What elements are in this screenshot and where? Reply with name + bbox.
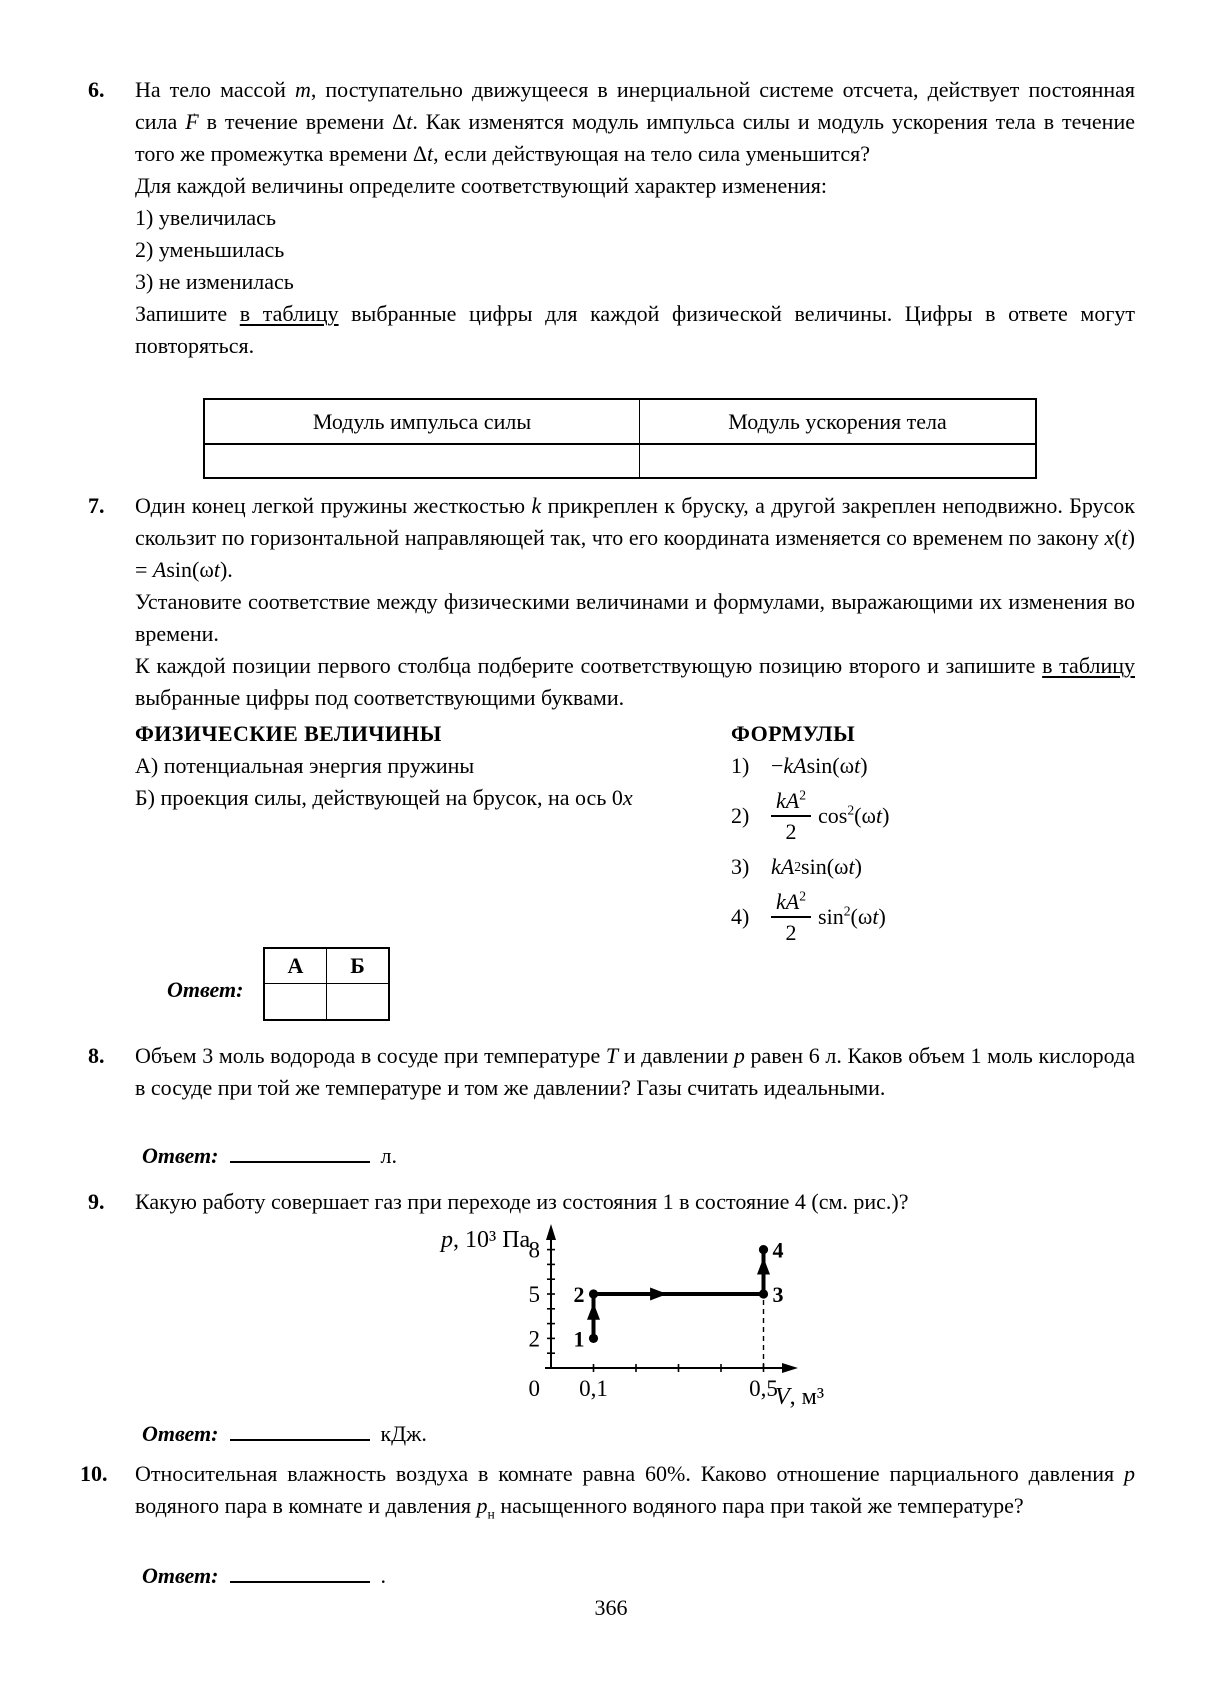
- p7-formula-3-expression: kA 2 sin(ω t ): [771, 853, 862, 879]
- problem-6-option-3: 3) не изменилась: [135, 269, 294, 294]
- p9-figure: [437, 1220, 867, 1429]
- p7-formula-1-number: 1): [731, 753, 750, 778]
- svg-text:0,5: 0,5: [749, 1376, 778, 1401]
- p7-quantities-title: ФИЗИЧЕСКИЕ ВЕЛИЧИНЫ: [135, 721, 442, 746]
- p10-answer-suffix: .: [380, 1563, 386, 1588]
- p9-answer-blank: [230, 1434, 370, 1441]
- problem-10-text: Относительная влажность воздуха в комнате равна 60%. Каково отношение парциального давления p водяного пара в комнате и давления $p_н$ насыщенного водяного пара при такой же температуре?: [135, 1461, 1135, 1522]
- svg-text:0: 0: [528, 1376, 540, 1401]
- p7-formula-3: [731, 851, 1091, 883]
- p7-answer-label: Ответ:: [167, 977, 244, 1002]
- page-number: 366: [594, 1595, 628, 1620]
- p7-answer-cell-b: [327, 984, 390, 1021]
- p7-formula-1-expression: − kA sin(ω t ): [771, 753, 868, 778]
- svg-text:8: 8: [528, 1237, 540, 1263]
- svg-text:5: 5: [528, 1282, 540, 1307]
- p7-formula-2-expression: $\frac{kA^2}{2}$ $\cos^2(\omega t)$: [771, 788, 889, 845]
- svg-text:p, 10³ Па: p, 10³ Па: [441, 1227, 531, 1253]
- p7-formulas-column: [731, 718, 1091, 951]
- pv-diagram: [437, 1220, 867, 1420]
- p6-answer-cell-acceleration: [640, 444, 1037, 478]
- problem-7-number: 7.: [88, 493, 105, 518]
- problem-9-number: 9.: [88, 1189, 105, 1214]
- problem-8-answer-line: [142, 1140, 397, 1172]
- p7-formula-4-expression: $\frac{kA^2}{2}$ $\sin^2(\omega t)$: [771, 889, 886, 946]
- problem-6-option-2: 2) уменьшилась: [135, 237, 285, 262]
- problem-6-option-1: 1) увеличилась: [135, 205, 276, 230]
- p7-quantities-column: [135, 718, 650, 814]
- problem-10-number: 10.: [80, 1461, 108, 1486]
- p7-quantity-b: Б) проекция силы, действующей на брусок, на ось 0x: [135, 785, 633, 810]
- p10-answer-label: Ответ:: [142, 1563, 219, 1588]
- svg-text:1: 1: [573, 1326, 585, 1352]
- p8-answer-unit: л.: [380, 1143, 397, 1168]
- svg-text:0,1: 0,1: [579, 1376, 608, 1401]
- problem-9-answer-line: [142, 1418, 427, 1450]
- p10-answer-blank: [230, 1576, 370, 1583]
- problem-7: [135, 490, 1135, 714]
- problem-6-answer-table: [203, 398, 1037, 479]
- problem-8-text: Объем 3 моль водорода в сосуде при температуре T и давлении p равен 6 л. Каков объем 1 моль кислорода в сосуде при той же температуре и том же давлении? Газы считать идеальными.: [135, 1043, 1135, 1100]
- p7-quantity-a: А) потенциальная энергия пружины: [135, 753, 475, 778]
- problem-10-answer-line: [142, 1560, 386, 1592]
- p8-answer-blank: [230, 1156, 370, 1163]
- p7-formula-1: [731, 750, 1091, 782]
- svg-text:2: 2: [573, 1282, 585, 1307]
- problem-6-instruction: Для каждой величины определите соответствующий характер изменения:: [135, 173, 828, 198]
- p7-answer-table: [263, 947, 390, 1021]
- p7-formula-2-number: 2): [731, 803, 750, 829]
- problem-7-text-2: Установите соответствие между физическими величинами и формулами, выражающими их изменения во времени.: [135, 589, 1135, 646]
- problem-6-text: На тело массой m, поступательно движущееся в инерциальной системе отсчета, действует постоянная сила F → в течение времени Δt. Как изменятся модуль импульса силы и модуль ускорения тела в течение того же промежутка времени Δt, если действующая на тело сила уменьшится?: [135, 74, 1135, 170]
- p6-header-impulse: Модуль импульса силы: [204, 399, 640, 444]
- p9-answer-unit: кДж.: [380, 1421, 427, 1446]
- problem-6-outro: Запишите в таблицу выбранные цифры для каждой физической величины. Цифры в ответе могут повторяться.: [135, 301, 1135, 358]
- p7-formula-3-number: 3): [731, 853, 750, 879]
- p7-formula-4: [731, 889, 1091, 946]
- p6-header-acceleration: Модуль ускорения тела: [640, 399, 1037, 444]
- svg-text:3: 3: [772, 1282, 784, 1307]
- p7-formulas-title: ФОРМУЛЫ: [731, 721, 856, 746]
- p9-answer-label: Ответ:: [142, 1421, 219, 1446]
- svg-text:V, м³: V, м³: [775, 1384, 825, 1410]
- p7-answer-cell-a: [264, 984, 327, 1021]
- problem-7-text-3: К каждой позиции первого столбца подберите соответствующую позицию второго и запишите в таблицу выбранные цифры под соответствующими буквами.: [135, 653, 1135, 710]
- p7-formula-4-number: 4): [731, 903, 750, 929]
- p7-formula-2: [731, 788, 1091, 845]
- problem-9-text: Какую работу совершает газ при переходе из состояния 1 в состояние 4 (см. рис.)?: [135, 1189, 909, 1214]
- problem-8-number: 8.: [88, 1043, 105, 1068]
- problem-6-number: 6.: [88, 77, 105, 102]
- p6-answer-cell-impulse: [204, 444, 640, 478]
- problem-7-text-1: Один конец легкой пружины жесткостью k прикреплен к бруску, а другой закреплен неподвижно. Брусок скользит по горизонтальной направляющей так, что его координата изменяется со временем по закону x(t) = Asin(ωt).: [135, 493, 1135, 582]
- p7-answer-col-a: А: [264, 948, 327, 984]
- svg-text:4: 4: [772, 1237, 784, 1263]
- p8-answer-label: Ответ:: [142, 1143, 219, 1168]
- svg-text:2: 2: [528, 1326, 540, 1352]
- p7-answer-col-b: Б: [327, 948, 390, 984]
- problem-6: [135, 74, 1135, 362]
